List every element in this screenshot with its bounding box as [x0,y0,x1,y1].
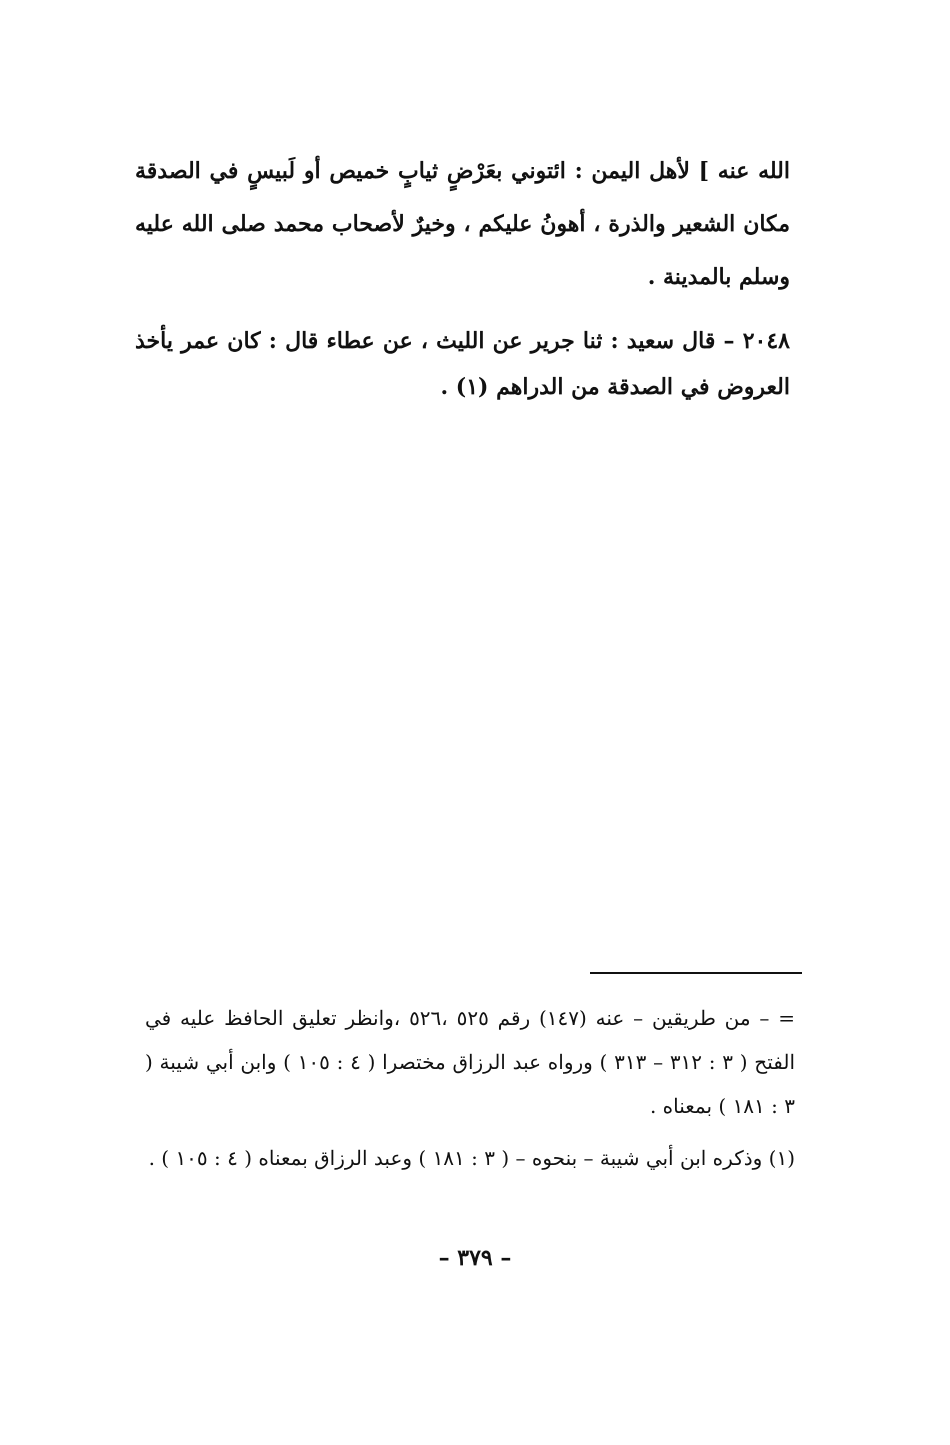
footnote-1: (١) وذكره ابن أبي شيبة – بنحوه – ( ٣ : ١٨١ ) وعبد الرزاق بمعناه ( ٤ : ١٠٥ ) . [148,1146,795,1170]
footnote-1-block [145,1136,795,1180]
footnote-continuation-block [145,996,795,1128]
page-number: – ٣٧٩ – [438,1245,512,1271]
footnote-separator-rule [590,972,802,974]
main-text-block-1 [135,145,790,304]
main-text-block-2 [135,318,790,410]
footnote-continuation: = – من طريقين – عنه (١٤٧) رقم ٥٢٥ ،٥٢٦ ،وانظر تعليق الحافظ عليه في الفتح ( ٣ : ٣١٢ – ٣١٣ ) ورواه عبد الرزاق مختصرا ( ٤ : ١٠٥ ) وابن أبي شيبة ( ٣ : ١٨١ ) بمعناه . [145,1006,796,1118]
hadith-2048-paragraph: ٢٠٤٨ – قال سعيد : ثنا جرير عن الليث ، عن عطاء قال : كان عمر يأخذ العروض في الصدقة من الدراهم (١) . [135,328,790,400]
main-paragraph-1: الله عنه ] لأهل اليمن : ائتوني بعَرْضٍ ثيابٍ خميص أو لَبيسٍ في الصدقة مكان الشعير والذرة ، أهونُ عليكم ، وخيرٌ لأصحاب محمد صلى الله عليه وسلم بالمدينة . [135,158,790,290]
